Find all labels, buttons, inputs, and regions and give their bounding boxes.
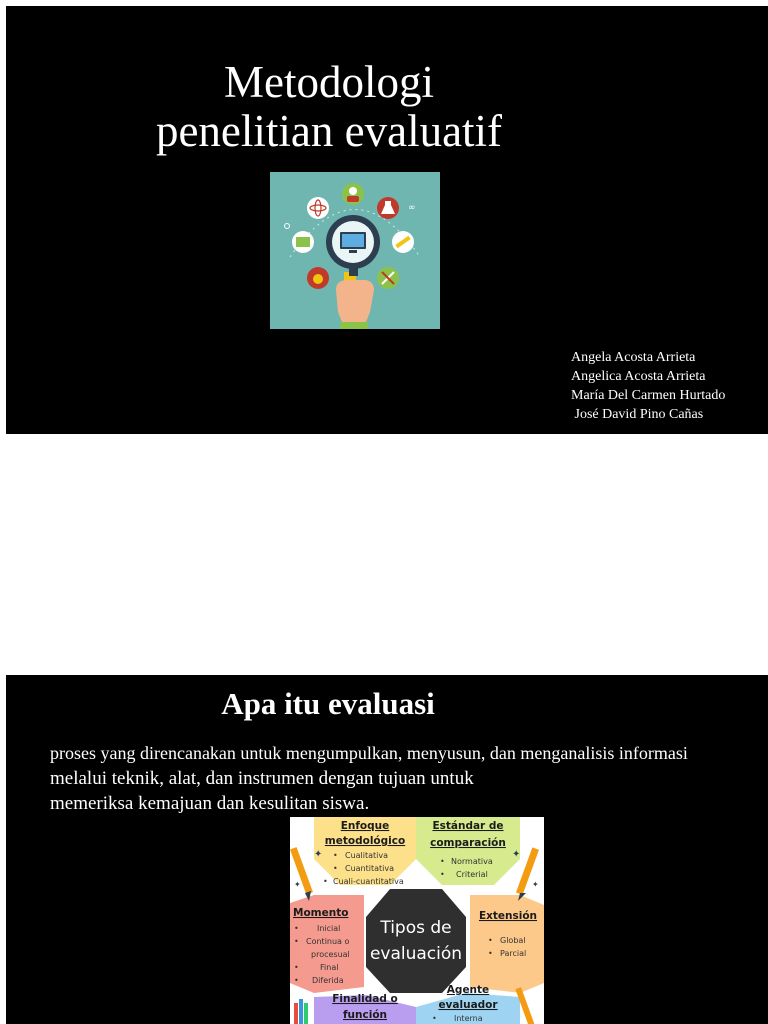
bullet-dot: •: [333, 851, 338, 860]
agente-title: evaluador: [438, 999, 498, 1011]
title-line-1: Metodologi: [224, 57, 434, 107]
title-line-2: penelitian evaluatif: [155, 106, 503, 156]
list-item: Criterial: [456, 870, 488, 879]
estandar-title: Estándar de: [432, 820, 504, 832]
body-line: memeriksa kemajuan dan kesulitan siswa.: [50, 793, 370, 814]
list-item: Inicial: [317, 924, 341, 933]
list-item: Final: [320, 963, 339, 972]
svg-text:∞: ∞: [408, 203, 416, 213]
bullet-dot: •: [333, 864, 338, 873]
bullet-dot: •: [294, 937, 299, 946]
estandar-title: comparación: [430, 837, 506, 849]
author-name: María Del Carmen Hurtado: [571, 388, 726, 403]
bullet-dot: •: [440, 870, 445, 879]
center-label: evaluación: [369, 944, 463, 964]
slide-title: Apa itu evaluasi: [221, 686, 435, 721]
bullet-dot: •: [440, 857, 445, 866]
atom-icon: [307, 197, 329, 219]
finalidad-title: Finalidad o: [332, 993, 398, 1005]
momento-title: Momento: [293, 907, 349, 919]
bullet-dot: •: [323, 877, 328, 886]
list-item: procesual: [311, 950, 350, 959]
bullet-dot: •: [294, 924, 299, 933]
list-item: Diferida: [312, 976, 344, 985]
bullet-dot: •: [488, 949, 493, 958]
sparkle-icon: ✦: [314, 849, 323, 860]
sparkle-icon: ✦: [532, 880, 539, 889]
ruler-icon: [392, 231, 414, 253]
sparkle-icon: ✦: [294, 880, 301, 889]
book-icon: [292, 231, 314, 253]
list-item: Continua o: [306, 937, 350, 946]
enfoque-title: Enfoque: [340, 820, 390, 832]
apple-icon: [307, 267, 329, 289]
slide-title: [6, 58, 652, 156]
evaluation-types-infographic: [290, 817, 544, 1024]
bullet-dot: •: [294, 976, 299, 985]
extension-title: Extensión: [478, 910, 538, 922]
list-item: Normativa: [451, 857, 493, 866]
author-list: [571, 348, 725, 424]
sparkle-icon: ✦: [512, 849, 521, 860]
list-item: Cuantitativa: [345, 864, 395, 873]
slide-body-text: [50, 741, 750, 816]
finalidad-title: función: [342, 1009, 388, 1021]
list-item: Global: [500, 936, 526, 945]
title-slide: [6, 6, 768, 434]
author-name: Angela Acosta Arrieta: [571, 350, 696, 365]
person-icon: [342, 183, 364, 205]
content-slide: [6, 675, 768, 1024]
tools-icon: [377, 267, 399, 289]
flask-icon: [377, 197, 399, 219]
list-item: Cualitativa: [345, 851, 389, 860]
list-item: Parcial: [500, 949, 527, 958]
body-line: proses yang direncanakan untuk mengumpulkan, menyusun, dan menganalisis informasi: [50, 743, 688, 763]
bullet-dot: •: [294, 963, 299, 972]
bullet-dot: •: [488, 936, 493, 945]
agente-title: Agente: [446, 984, 490, 996]
enfoque-title: metodológico: [324, 835, 406, 847]
research-illustration: [270, 172, 440, 329]
list-item: Cuali-cuantitativa: [333, 877, 404, 886]
author-name: Angelica Acosta Arrieta: [571, 369, 706, 384]
center-label: Tipos de: [380, 918, 452, 938]
author-name: José David Pino Cañas: [571, 407, 704, 422]
center-hexagon: [366, 889, 466, 993]
list-item: Interna: [454, 1014, 483, 1023]
body-line: melalui teknik, alat, dan instrumen dengan tujuan untuk: [50, 768, 474, 789]
bullet-dot: •: [432, 1014, 437, 1023]
